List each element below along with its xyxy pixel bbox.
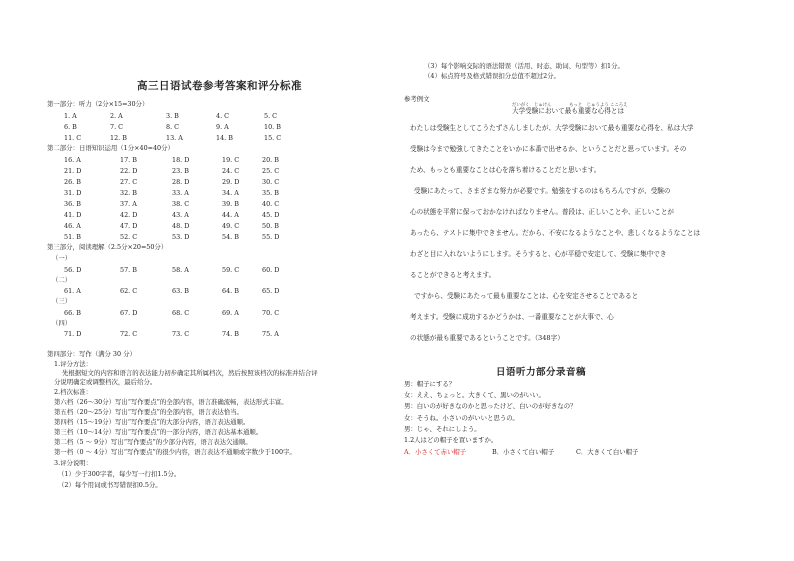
transcript-line: 男：じゃ、それにしよう。 — [404, 425, 481, 433]
answer-cell: 68. C — [172, 309, 190, 317]
scoring-line: 第四档（15～19分）写出“写作要点”的大部分内容，语言表达通顺。 — [54, 418, 250, 426]
essay-line: ですから、受験にあたって最も重要なことは、心を安定させることであると — [414, 292, 639, 300]
answer-cell: 11. C — [64, 134, 82, 142]
essay-line: ため、もっとも重要なことは心を落ち着けることだと思います。 — [410, 166, 601, 174]
answer-cell: 72. C — [120, 330, 138, 338]
answer-cell: 75. A — [262, 330, 279, 338]
answer-cell: 32. B — [120, 189, 137, 197]
answer-cell: 39. B — [222, 200, 239, 208]
option-a: A．小さくて赤い帽子 — [404, 448, 467, 456]
answer-cell: 47. D — [120, 222, 138, 230]
essay-line: の状態が最も重要であるということです。（348字） — [410, 334, 564, 342]
part1-heading: 第一部分：听力（2分×15=30分） — [47, 100, 149, 108]
essay-line: 考えます。受験に成功するかどうかは、一番重要なことが大事で、心 — [410, 313, 614, 321]
answer-cell: 63. B — [172, 287, 189, 295]
answer-cell: 24. C — [222, 167, 240, 175]
answer-cell: 45. D — [262, 211, 280, 219]
part3-heading: 第三部分，阅读理解（2.5分×20=50分） — [47, 243, 168, 251]
answer-cell: 5. C — [264, 112, 278, 120]
answer-cell: 28. D — [172, 178, 190, 186]
answer-cell: 9. A — [216, 123, 229, 131]
answer-cell: 46. A — [64, 222, 81, 230]
answer-cell: 25. C — [262, 167, 280, 175]
answer-cell: 8. C — [166, 123, 180, 131]
answer-cell: 29. D — [222, 178, 240, 186]
answer-cell: 30. C — [262, 178, 280, 186]
answer-cell: 74. B — [222, 330, 239, 338]
option-c: C．大きくて白い帽子 — [576, 448, 639, 456]
essay-line: わたしは受験生としてこうたずさんしましたが、大学受験において最も重要な心得を、私は大学 — [410, 124, 694, 132]
part4-heading: 第四部分：写作（满分 30 分） — [47, 350, 136, 358]
question-line: 1.2人はどの帽子を買いますか。 — [404, 436, 498, 444]
answer-cell: 37. A — [120, 200, 137, 208]
answer-cell: 40. C — [262, 200, 280, 208]
answer-cell: 31. D — [64, 189, 82, 197]
scoring-line: 第三档（10～14分）写出“写作要点”的一部分内容，语言表达基本通顺。 — [54, 428, 263, 436]
answer-cell: 50. B — [262, 222, 279, 230]
page-title: 高三日语试卷参考答案和评分标准 — [137, 80, 302, 92]
transcript-line: 男：白いのが好きなのかと思ったけど、白いのが好きなの？ — [404, 402, 577, 410]
answer-cell: 54. B — [222, 233, 239, 241]
scoring-line: （2）每个用词或书写错误扣0.5分。 — [58, 481, 162, 489]
part2-heading: 第二部分：日语知识运用（1分×40=40分） — [47, 144, 174, 152]
answer-cell: 21. D — [64, 167, 82, 175]
essay-line: ることができると考えます。 — [410, 271, 496, 279]
answer-cell: 71. D — [64, 330, 82, 338]
essay-title: 大学受験において最も重要な心得とは — [512, 107, 625, 115]
essay-line: あったら、テストに集中できません。だから、不安になるようなことや、悲しくなるようなことは — [410, 229, 701, 237]
answer-cell: 6. B — [64, 123, 77, 131]
transcript-line: 女：ええ、ちょっと。大きくて、黒いのがいい。 — [404, 391, 545, 399]
answer-cell: 15. C — [264, 134, 282, 142]
answer-cell: 2. A — [110, 112, 123, 120]
essay-line: 受験にあたって、さまざまな努力が必要です。勉強をするのはもちろんですが、受験の — [414, 187, 671, 195]
answer-cell: 61. A — [64, 287, 81, 295]
scoring-line: （4）标点符号及格式错误扣分总值不超过2分。 — [424, 72, 560, 80]
answer-cell: 67. D — [120, 309, 138, 317]
answer-cell: 65. D — [262, 287, 280, 295]
essay-label: 参考例文 — [404, 95, 430, 103]
answer-cell: 44. A — [222, 211, 239, 219]
answer-cell: 34. A — [222, 189, 239, 197]
scoring-line: 第五档（20～25分）写出“写作要点”的全部内容，语言表达恰当。 — [54, 408, 243, 416]
scoring-line: 第二档（5 ～ 9分）写出“写作要点”的少部分内容，语言表达欠通顺。 — [54, 438, 252, 446]
answer-cell: 23. B — [172, 167, 189, 175]
answer-cell: 14. B — [216, 134, 233, 142]
scoring-line: 1.评分方法： — [54, 360, 93, 368]
scoring-line: 第六档（26～30分）写出“写作要点”的全部内容，语言准确流畅，表达形式丰富。 — [54, 398, 288, 406]
answer-cell: 43. A — [172, 211, 189, 219]
answer-cell: 26. B — [64, 178, 81, 186]
answer-cell: 62. C — [120, 287, 138, 295]
scoring-line: （3）每个影响交际的语法错误（活用、时态、助词、句型等）扣1分。 — [424, 62, 624, 70]
answer-cell: 3. B — [166, 112, 179, 120]
answer-cell: 13. A — [166, 134, 183, 142]
answer-cell: 60. D — [262, 266, 280, 274]
group-label: （三） — [52, 297, 72, 305]
answer-cell: 56. D — [64, 266, 82, 274]
group-label: （四） — [52, 319, 72, 327]
group-label: （二） — [52, 276, 72, 284]
scoring-line: （1）少于300字者，每少写一行扣1.5分。 — [58, 470, 181, 478]
answer-cell: 10. B — [264, 123, 281, 131]
answer-cell: 42. D — [120, 211, 138, 219]
transcript-line: 男：帽子にする？ — [404, 380, 456, 388]
answer-cell: 27. C — [120, 178, 138, 186]
answer-cell: 66. B — [64, 309, 81, 317]
answer-cell: 4. C — [216, 112, 230, 120]
answer-cell: 18. D — [172, 156, 190, 164]
option-b: B．小さくて白い帽子 — [492, 448, 555, 456]
answer-cell: 52. C — [120, 233, 138, 241]
answer-cell: 73. C — [172, 330, 190, 338]
answer-cell: 58. A — [172, 266, 189, 274]
essay-line: わざと目に入れないようにします。そうすると、心が平穏で安定して、受験に集中でき — [410, 250, 667, 258]
essay-line: 受験は今まで勉強してきたことをいかに本番で出せるか、ということだと思っています。その — [410, 145, 687, 153]
answer-cell: 22. D — [120, 167, 138, 175]
group-label: （一） — [52, 254, 72, 262]
answer-cell: 36. B — [64, 200, 81, 208]
answer-cell: 16. A — [64, 156, 81, 164]
essay-line: 心の状態を平常に保っておかなければなりません。普段は、正しいことや、正しいことが — [410, 208, 675, 216]
transcript-line: 女：そうね。小さいのがいいと思うの。 — [404, 414, 519, 422]
answer-cell: 55. D — [262, 233, 280, 241]
answer-cell: 59. C — [222, 266, 240, 274]
scoring-line: 3.评分说明： — [54, 459, 93, 467]
scoring-line: 2.档次标准： — [54, 388, 93, 396]
scoring-line: 分说明确定或调整档次，最后给分。 — [54, 378, 157, 386]
answer-cell: 48. D — [172, 222, 190, 230]
answer-cell: 41. D — [64, 211, 82, 219]
answer-cell: 49. C — [222, 222, 240, 230]
answer-cell: 51. B — [64, 233, 81, 241]
answer-cell: 35. B — [262, 189, 279, 197]
answer-cell: 1. A — [64, 112, 77, 120]
answer-cell: 20. B — [262, 156, 279, 164]
furigana: だいがく じゅけん もっと じゅうよう こころえ — [512, 103, 628, 108]
scoring-line: 先根据短文的内容和语言的表达能力初步确定其所属档次，然后按照该档次的标准并结合评 — [62, 369, 318, 377]
answer-cell: 69. A — [222, 309, 239, 317]
answer-cell: 7. C — [110, 123, 124, 131]
answer-cell: 57. B — [120, 266, 137, 274]
answer-cell: 19. C — [222, 156, 240, 164]
answer-cell: 70. C — [262, 309, 280, 317]
listening-title: 日语听力部分录音稿 — [496, 367, 587, 378]
answer-cell: 17. B — [120, 156, 137, 164]
scoring-line: 第一档（0 ～ 4分）写出“写作要点”的很少内容，语言表达不通顺或字数少于100字。 — [54, 448, 296, 456]
answer-cell: 64. B — [222, 287, 239, 295]
answer-cell: 38. C — [172, 200, 190, 208]
answer-cell: 12. B — [110, 134, 127, 142]
answer-cell: 53. D — [172, 233, 190, 241]
answer-cell: 33. A — [172, 189, 189, 197]
